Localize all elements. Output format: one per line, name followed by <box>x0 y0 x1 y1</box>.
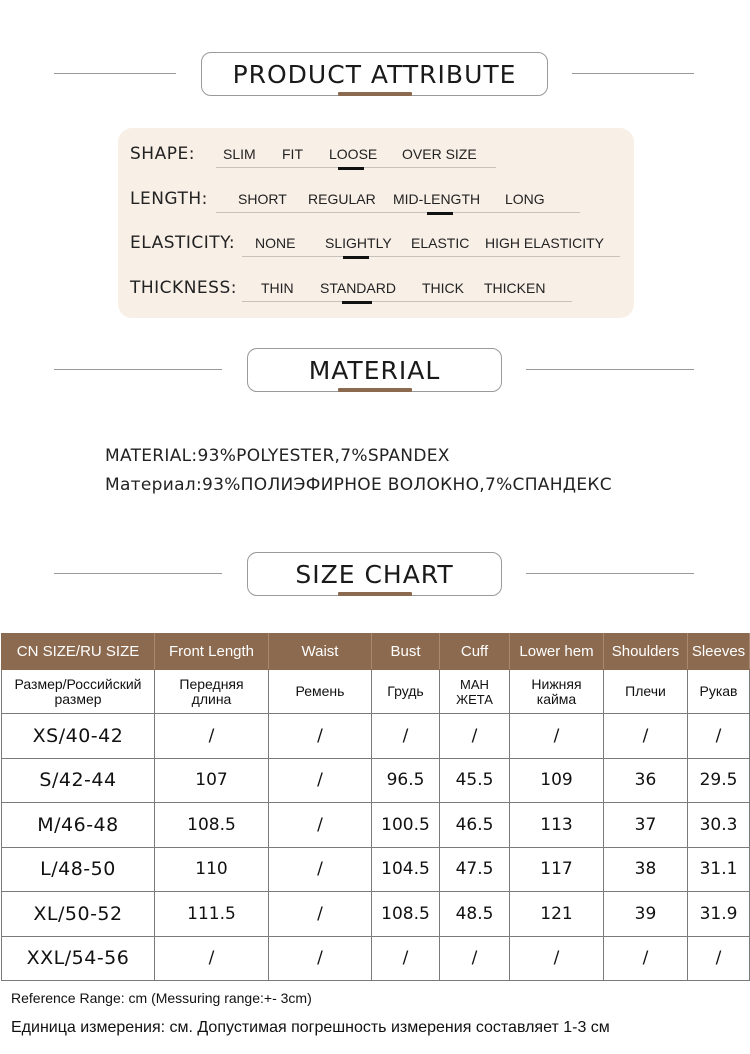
table-header-cell: Waist <box>269 634 372 670</box>
table-cell: M/46-48 <box>2 803 155 848</box>
table-header-cell: Shoulders <box>604 634 688 670</box>
table-cell: XXL/54-56 <box>2 936 155 981</box>
table-subheader-cell: Плечи <box>604 670 688 714</box>
table-subheader-cell: Нижняя кайма <box>510 670 604 714</box>
table-cell: 104.5 <box>372 847 440 892</box>
table-cell: 45.5 <box>440 758 510 803</box>
attr-option: ELASTIC <box>411 235 470 251</box>
table-header-cell: Sleeves <box>688 634 750 670</box>
table-cell: / <box>372 714 440 759</box>
attr-option: HIGH ELASTICITY <box>485 235 605 251</box>
header-rule-left <box>54 573 222 574</box>
table-cell: S/42-44 <box>2 758 155 803</box>
selected-marker <box>343 256 369 259</box>
table-cell: 100.5 <box>372 803 440 848</box>
attr-option: OVER SIZE <box>402 146 477 162</box>
table-subheader-cell: Передняя длина <box>155 670 269 714</box>
table-cell: / <box>510 936 604 981</box>
table-cell: / <box>155 714 269 759</box>
attr-option: THICK <box>422 280 464 296</box>
table-cell: / <box>269 758 372 803</box>
attr-option: NONE <box>255 235 296 251</box>
size-chart-header <box>0 552 750 596</box>
size-chart-table <box>1 633 750 981</box>
size-chart-title: SIZE CHART <box>247 552 502 596</box>
header-rule-left <box>54 73 176 74</box>
table-cell: 109 <box>510 758 604 803</box>
table-row <box>2 758 750 803</box>
attr-label: THICKNESS: <box>130 278 237 298</box>
table-header-row <box>2 634 750 670</box>
attr-option-selected: STANDARD <box>320 280 396 296</box>
table-cell: / <box>688 714 750 759</box>
material-value-en: 93%POLYESTER,7%SPANDEX <box>197 446 450 466</box>
table-cell: / <box>510 714 604 759</box>
table-cell: 37 <box>604 803 688 848</box>
table-cell: XL/50-52 <box>2 892 155 937</box>
table-cell: / <box>372 936 440 981</box>
attr-row-shape <box>130 140 630 170</box>
table-cell: / <box>688 936 750 981</box>
attr-label: LENGTH: <box>130 189 208 209</box>
attr-option: SHORT <box>238 191 287 207</box>
table-header-cell: Lower hem <box>510 634 604 670</box>
header-rule-right <box>572 73 694 74</box>
attr-option: THICKEN <box>484 280 546 296</box>
table-header-cell: Bust <box>372 634 440 670</box>
table-cell: / <box>440 936 510 981</box>
header-rule-left <box>54 369 222 370</box>
attr-option: SLIM <box>223 146 256 162</box>
table-cell: 47.5 <box>440 847 510 892</box>
table-cell: 31.9 <box>688 892 750 937</box>
header-accent-bar <box>338 388 412 392</box>
table-cell: / <box>269 892 372 937</box>
product-attribute-header <box>0 52 750 96</box>
attr-label: ELASTICITY: <box>130 233 236 253</box>
table-cell: 29.5 <box>688 758 750 803</box>
header-rule-right <box>526 369 694 370</box>
table-cell: / <box>604 936 688 981</box>
table-subheader-row <box>2 670 750 714</box>
table-subheader-cell: Размер/Российский размер <box>2 670 155 714</box>
selected-marker <box>342 301 372 304</box>
table-cell: XS/40-42 <box>2 714 155 759</box>
table-cell: 31.1 <box>688 847 750 892</box>
table-cell: 36 <box>604 758 688 803</box>
table-subheader-cell: Рукав <box>688 670 750 714</box>
table-row <box>2 803 750 848</box>
attr-option-selected: SLIGHTLY <box>325 235 392 251</box>
material-label-ru: Материал: <box>105 475 202 495</box>
table-cell: / <box>155 936 269 981</box>
selected-marker <box>338 167 364 170</box>
header-rule-right <box>526 573 694 574</box>
table-header-cell: Front Length <box>155 634 269 670</box>
table-cell: / <box>269 936 372 981</box>
attr-underline <box>242 256 620 257</box>
attr-option: FIT <box>282 146 303 162</box>
attr-option: REGULAR <box>308 191 376 207</box>
table-header-cell: Cuff <box>440 634 510 670</box>
table-cell: 113 <box>510 803 604 848</box>
table-cell: 30.3 <box>688 803 750 848</box>
attr-row-length <box>130 185 630 215</box>
table-subheader-cell: МАН ЖЕТА <box>440 670 510 714</box>
table-cell: 39 <box>604 892 688 937</box>
attr-label: SHAPE: <box>130 144 195 164</box>
attr-underline <box>216 212 580 213</box>
table-cell: / <box>269 847 372 892</box>
table-cell: / <box>269 714 372 759</box>
material-line-ru <box>105 475 612 495</box>
table-cell: 108.5 <box>372 892 440 937</box>
table-row <box>2 847 750 892</box>
header-accent-bar <box>338 92 412 96</box>
table-cell: / <box>604 714 688 759</box>
table-cell: 110 <box>155 847 269 892</box>
material-label-en: MATERIAL: <box>105 446 198 466</box>
attr-underline <box>242 301 572 302</box>
table-cell: 46.5 <box>440 803 510 848</box>
table-cell: 107 <box>155 758 269 803</box>
table-cell: L/48-50 <box>2 847 155 892</box>
table-cell: / <box>440 714 510 759</box>
selected-marker <box>427 212 453 215</box>
attribute-panel <box>118 128 634 318</box>
reference-range-en: Reference Range: cm (Messuring range:+- 3cm) <box>11 990 312 1006</box>
material-value-ru: 93%ПОЛИЭФИРНОЕ ВОЛОКНО,7%СПАНДЕКС <box>202 475 612 495</box>
table-cell: 117 <box>510 847 604 892</box>
attr-option: LONG <box>505 191 545 207</box>
attr-option-selected: LOOSE <box>329 146 378 162</box>
material-header <box>0 348 750 392</box>
table-cell: 96.5 <box>372 758 440 803</box>
material-line-en <box>105 446 450 466</box>
attr-option: THIN <box>261 280 294 296</box>
table-cell: / <box>269 803 372 848</box>
table-cell: 108.5 <box>155 803 269 848</box>
table-subheader-cell: Грудь <box>372 670 440 714</box>
reference-range-ru: Единица измерения: см. Допустимая погрешность измерения составляет 1-3 см <box>11 1019 610 1036</box>
table-row <box>2 714 750 759</box>
table-cell: 121 <box>510 892 604 937</box>
table-row <box>2 936 750 981</box>
table-cell: 111.5 <box>155 892 269 937</box>
attr-option-selected: MID-LENGTH <box>393 191 481 207</box>
header-accent-bar <box>338 592 412 596</box>
attr-row-elasticity <box>130 229 630 259</box>
table-header-cell: CN SIZE/RU SIZE <box>2 634 155 670</box>
table-row <box>2 892 750 937</box>
table-cell: 48.5 <box>440 892 510 937</box>
product-attribute-title: PRODUCT ATTRIBUTE <box>201 52 548 96</box>
material-title: MATERIAL <box>247 348 502 392</box>
attr-row-thickness <box>130 274 630 304</box>
table-subheader-cell: Ремень <box>269 670 372 714</box>
table-cell: 38 <box>604 847 688 892</box>
